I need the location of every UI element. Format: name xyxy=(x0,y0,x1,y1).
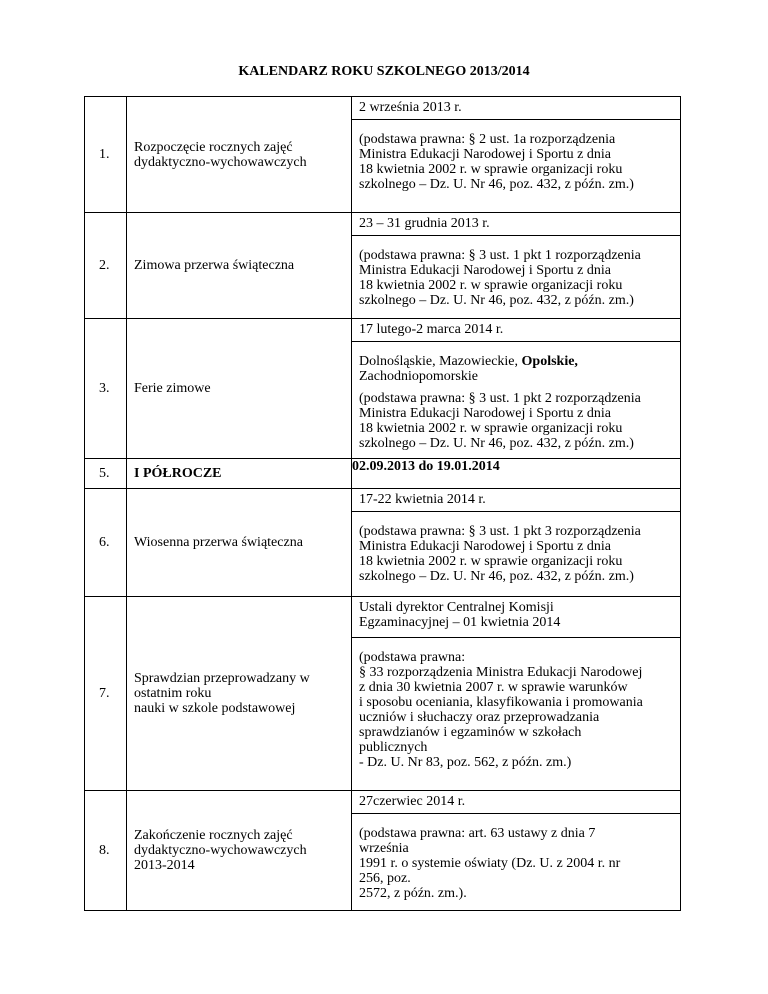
event-date: 27czerwiec 2014 r. xyxy=(352,791,680,814)
table-row xyxy=(85,319,681,459)
event-date: 23 – 31 grudnia 2013 r. xyxy=(352,213,680,236)
table-row xyxy=(85,97,681,213)
row-number: 5. xyxy=(85,459,127,489)
voivodeships-list: Dolnośląskie, Mazowieckie, xyxy=(359,354,522,369)
event-name: Ferie zimowe xyxy=(127,319,352,459)
legal-basis: (podstawa prawna: § 3 ust. 1 pkt 2 rozporządzenia Ministra Edukacji Narodowej i Sportu z dnia 18 kwietnia 2002 r. w sprawie organizacji roku szkolnego – Dz. U. Nr 46, poz. 432, z późn. zm.) xyxy=(359,391,641,451)
event-name: Wiosenna przerwa świąteczna xyxy=(127,489,352,597)
legal-basis: (podstawa prawna: § 3 ust. 1 pkt 1 rozporządzenia Ministra Edukacji Narodowej i Sportu z dnia 18 kwietnia 2002 r. w sprawie organizacji roku szkolnego – Dz. U. Nr 46, poz. 432, z późn. zm.) xyxy=(359,248,641,308)
calendar-table xyxy=(84,96,681,911)
event-date: 2 września 2013 r. xyxy=(352,97,680,120)
event-date: Ustali dyrektor Centralnej Komisji Egzaminacyjnej – 01 kwietnia 2014 xyxy=(352,597,680,638)
event-value: 02.09.2013 do 19.01.2014 xyxy=(352,459,681,489)
row-number: 1. xyxy=(85,97,127,213)
event-name: Sprawdzian przeprowadzany w ostatnim roku nauki w szkole podstawowej xyxy=(127,597,352,791)
table-row xyxy=(85,597,681,791)
legal-basis: (podstawa prawna: art. 63 ustawy z dnia 7 września 1991 r. o systemie oświaty (Dz. U. z 2004 r. nr 256, poz. 2572, z późn. zm.). xyxy=(359,826,621,901)
legal-basis: (podstawa prawna: § 33 rozporządzenia Ministra Edukacji Narodowej z dnia 30 kwietnia 2007 r. w sprawie warunków i sposobu oceniania, klasyfikowania i promowania uczniów i słuchaczy oraz przeprowadzania sprawdzianów i egzaminów w szkołach publicznych - Dz. U. Nr 83, poz. 562, z późn. zm.) xyxy=(359,650,643,770)
event-name: Zakończenie rocznych zajęć dydaktyczno-wychowawczych 2013-2014 xyxy=(127,791,352,911)
row-number: 6. xyxy=(85,489,127,597)
table-row xyxy=(85,213,681,319)
table-row xyxy=(85,791,681,911)
row-number: 2. xyxy=(85,213,127,319)
event-detail xyxy=(352,319,681,459)
event-date: 17 lutego-2 marca 2014 r. xyxy=(352,319,680,342)
event-detail xyxy=(352,213,681,319)
page-title: KALENDARZ ROKU SZKOLNEGO 2013/2014 xyxy=(238,64,530,79)
row-number: 7. xyxy=(85,597,127,791)
event-detail xyxy=(352,791,681,911)
legal-basis: (podstawa prawna: § 2 ust. 1a rozporządzenia Ministra Edukacji Narodowej i Sportu z dnia 18 kwietnia 2002 r. w sprawie organizacji roku szkolnego – Dz. U. Nr 46, poz. 432, z późn. zm.) xyxy=(359,132,634,192)
event-detail xyxy=(352,97,681,213)
table-row xyxy=(85,489,681,597)
voivodeships xyxy=(352,342,680,388)
voivodeship-highlight: Opolskie, xyxy=(521,354,578,369)
event-name: I PÓŁROCZE xyxy=(127,459,352,489)
event-name: Rozpoczęcie rocznych zajęć dydaktyczno-wychowawczych xyxy=(127,97,352,213)
row-number: 3. xyxy=(85,319,127,459)
event-date: 17-22 kwietnia 2014 r. xyxy=(352,489,680,512)
event-detail xyxy=(352,489,681,597)
event-name: Zimowa przerwa świąteczna xyxy=(127,213,352,319)
legal-basis: (podstawa prawna: § 3 ust. 1 pkt 3 rozporządzenia Ministra Edukacji Narodowej i Sportu z dnia 18 kwietnia 2002 r. w sprawie organizacji roku szkolnego – Dz. U. Nr 46, poz. 432, z późn. zm.) xyxy=(359,524,641,584)
row-number: 8. xyxy=(85,791,127,911)
voivodeships-list-cont: Zachodniopomorskie xyxy=(359,369,478,384)
table-row xyxy=(85,459,681,489)
event-detail xyxy=(352,597,681,791)
